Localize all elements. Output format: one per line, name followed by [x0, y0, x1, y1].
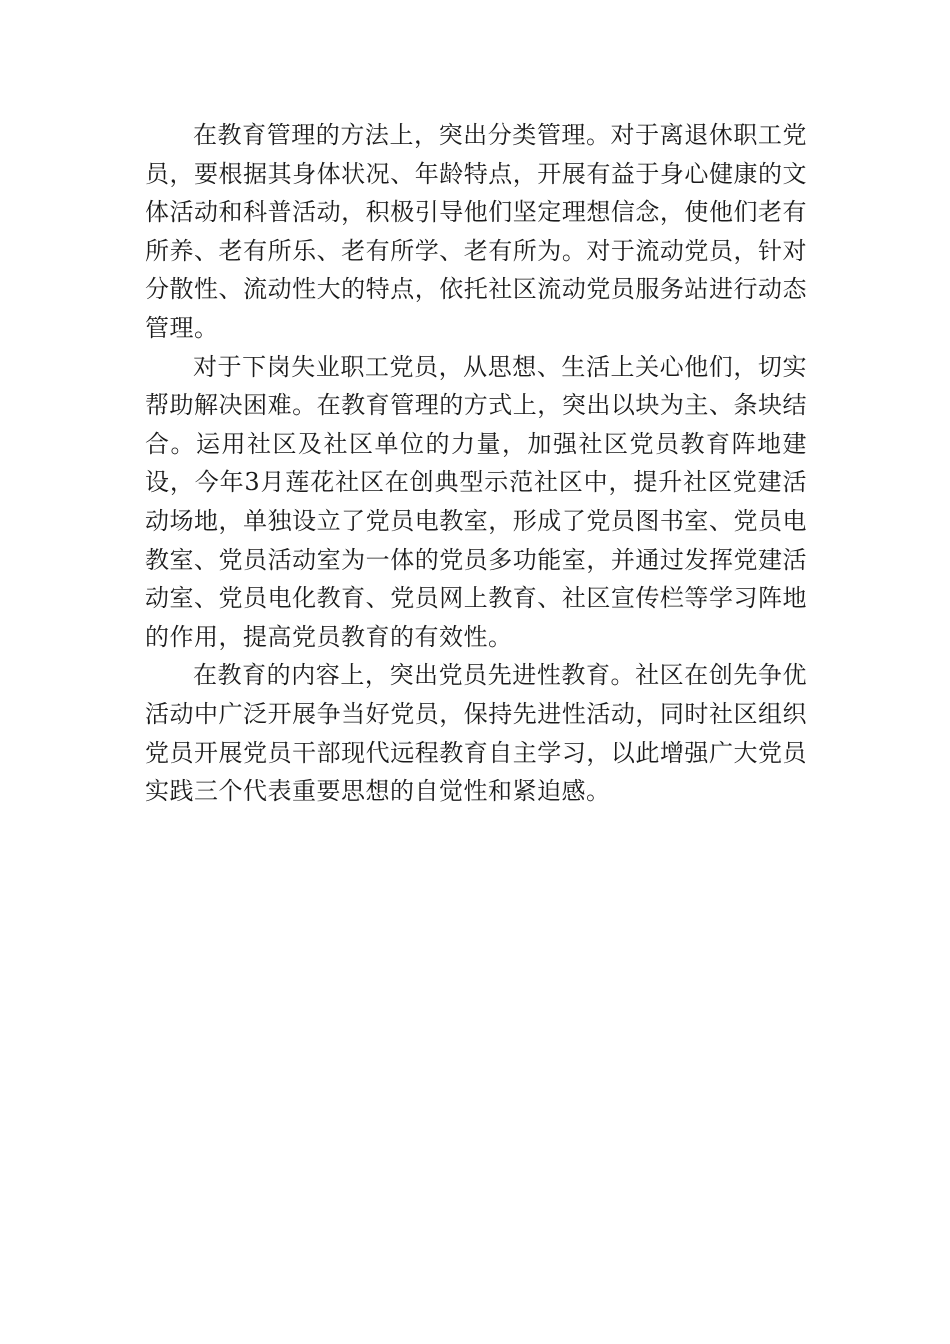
paragraph-education-content: 在教育的内容上，突出党员先进性教育。社区在创先争优活动中广泛开展争当好党员，保持先进性活动，同时社区组织党员开展党员干部现代远程教育自主学习，以此增强广大党员实践三个代表重要思想的自觉性和紧迫感。 — [145, 661, 807, 806]
paragraph-unemployed-members: 对于下岗失业职工党员，从思想、生活上关心他们，切实帮助解决困难。在教育管理的方式上，突出以块为主、条块结合。运用社区及社区单位的力量，加强社区党员教育阵地建设，今年3月莲花社区在创典型示范社区中，提升社区党建活动场地，单独设立了党员电教室，形成了党员图书室、党员电教室、党员活动室为一体的党员多功能室，并通过发挥党建活动室、党员电化教育、党员网上教育、社区宣传栏等学习阵地的作用，提高党员教育的有效性。 — [145, 352, 807, 651]
document-body — [145, 116, 807, 811]
paragraph-classified-management: 在教育管理的方法上，突出分类管理。对于离退休职工党员，要根据其身体状况、年龄特点，开展有益于身心健康的文体活动和科普活动，积极引导他们坚定理想信念，使他们老有所养、老有所乐、老有所学、老有所为。对于流动党员，针对分散性、流动性大的特点，依托社区流动党员服务站进行动态管理。 — [145, 121, 807, 342]
